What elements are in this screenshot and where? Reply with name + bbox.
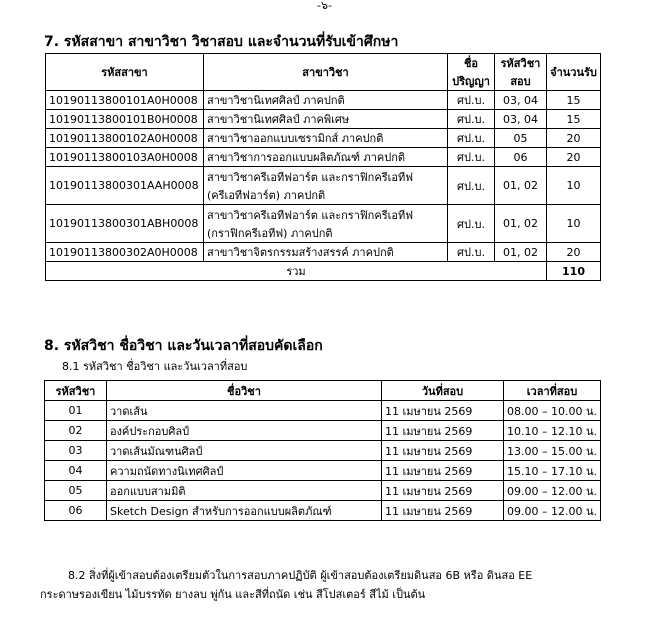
subject-code: 06 bbox=[45, 501, 107, 521]
degree: ศป.บ. bbox=[448, 110, 495, 129]
major-name: สาขาวิชาจิตรกรรมสร้างสรรค์ ภาคปกติ bbox=[204, 243, 448, 262]
exam-date: 11 เมษายน 2569 bbox=[382, 401, 504, 421]
major-code: 10190113800302A0H0008 bbox=[46, 243, 204, 262]
header-exam-date: วันที่สอบ bbox=[382, 381, 504, 401]
exam-time: 09.00 – 12.00 น. bbox=[504, 481, 601, 501]
subject-name: วาดเส้น bbox=[107, 401, 382, 421]
exam-date: 11 เมษายน 2569 bbox=[382, 481, 504, 501]
table-row bbox=[45, 481, 601, 501]
exam-date: 11 เมษายน 2569 bbox=[382, 501, 504, 521]
major-code: 10190113800101A0H0008 bbox=[46, 91, 204, 110]
header-major: สาขาวิชา bbox=[204, 54, 448, 91]
table-row bbox=[46, 148, 601, 167]
exam-date: 11 เมษายน 2569 bbox=[382, 441, 504, 461]
total-value: 110 bbox=[547, 262, 601, 281]
subject-code: 01 bbox=[45, 401, 107, 421]
section-7-heading: 7. รหัสสาขา สาขาวิชา วิชาสอบ และจำนวนที่รับเข้าศึกษา bbox=[44, 34, 399, 50]
page-number: -๖- bbox=[317, 0, 332, 12]
quota: 10 bbox=[547, 205, 601, 243]
header-exam-time: เวลาที่สอบ bbox=[504, 381, 601, 401]
header-quota: จำนวนรับ bbox=[547, 54, 601, 91]
quota: 10 bbox=[547, 167, 601, 205]
quota: 15 bbox=[547, 110, 601, 129]
major-name: สาขาวิชาการออกแบบผลิตภัณฑ์ ภาคปกติ bbox=[204, 148, 448, 167]
subject-name: องค์ประกอบศิลป์ bbox=[107, 421, 382, 441]
total-row bbox=[46, 262, 601, 281]
major-name: สาขาวิชานิเทศศิลป์ ภาคพิเศษ bbox=[204, 110, 448, 129]
header-subject-name: ชื่อวิชา bbox=[107, 381, 382, 401]
subject-name: Sketch Design สำหรับการออกแบบผลิตภัณฑ์ bbox=[107, 501, 382, 521]
exam-schedule-table bbox=[44, 380, 601, 521]
major-name: สาขาวิชานิเทศศิลป์ ภาคปกติ bbox=[204, 91, 448, 110]
exam-time: 13.00 – 15.00 น. bbox=[504, 441, 601, 461]
exam-date: 11 เมษายน 2569 bbox=[382, 421, 504, 441]
header-degree: ชื่อ ปริญญา bbox=[448, 54, 495, 91]
exam-time: 15.10 – 17.10 น. bbox=[504, 461, 601, 481]
subject-code: 05 bbox=[45, 481, 107, 501]
subject-name: ความถนัดทางนิเทศศิลป์ bbox=[107, 461, 382, 481]
table-row bbox=[45, 421, 601, 441]
exam-time: 09.00 – 12.00 น. bbox=[504, 501, 601, 521]
subject-name: วาดเส้นมัณฑนศิลป์ bbox=[107, 441, 382, 461]
degree: ศป.บ. bbox=[448, 243, 495, 262]
major-code: 10190113800103A0H0008 bbox=[46, 148, 204, 167]
subject-codes: 03, 04 bbox=[495, 91, 547, 110]
major-code: 10190113800301ABH0008 bbox=[46, 205, 204, 243]
section-8-1-heading: 8.1 รหัสวิชา ชื่อวิชา และวันเวลาที่สอบ bbox=[62, 360, 248, 373]
table-row bbox=[46, 205, 601, 243]
section-8-2-line-2: กระดาษรองเขียน ไม้บรรทัด ยางลบ พู่กัน และสีที่ถนัด เช่น สีโปสเตอร์ สีไม้ เป็นต้น bbox=[40, 588, 426, 601]
header-subject-code: รหัสวิชา สอบ bbox=[495, 54, 547, 91]
degree: ศป.บ. bbox=[448, 91, 495, 110]
subject-codes: 06 bbox=[495, 148, 547, 167]
major-name: สาขาวิชาออกแบบเซรามิกส์ ภาคปกติ bbox=[204, 129, 448, 148]
subject-name: ออกแบบสามมิติ bbox=[107, 481, 382, 501]
table-row bbox=[45, 461, 601, 481]
table-row bbox=[46, 91, 601, 110]
subject-codes: 05 bbox=[495, 129, 547, 148]
major-code: 10190113800301AAH0008 bbox=[46, 167, 204, 205]
quota: 15 bbox=[547, 91, 601, 110]
major-name: สาขาวิชาครีเอทีฟอาร์ต และกราฟิกครีเอทีฟ (กราฟิกครีเอทีฟ) ภาคปกติ bbox=[204, 205, 448, 243]
subject-codes: 03, 04 bbox=[495, 110, 547, 129]
degree: ศป.บ. bbox=[448, 167, 495, 205]
degree: ศป.บ. bbox=[448, 129, 495, 148]
exam-table-header bbox=[45, 381, 601, 401]
exam-time: 08.00 – 10.00 น. bbox=[504, 401, 601, 421]
table-row bbox=[46, 129, 601, 148]
quota: 20 bbox=[547, 129, 601, 148]
subject-codes: 01, 02 bbox=[495, 243, 547, 262]
section-8-2-paragraph bbox=[40, 566, 610, 604]
majors-table-header bbox=[46, 54, 601, 91]
table-row bbox=[45, 501, 601, 521]
subject-code: 03 bbox=[45, 441, 107, 461]
total-label: รวม bbox=[46, 262, 547, 281]
subject-code: 02 bbox=[45, 421, 107, 441]
subject-codes: 01, 02 bbox=[495, 167, 547, 205]
major-name: สาขาวิชาครีเอทีฟอาร์ต และกราฟิกครีเอทีฟ (ครีเอทีฟอาร์ต) ภาคปกติ bbox=[204, 167, 448, 205]
exam-time: 10.10 – 12.10 น. bbox=[504, 421, 601, 441]
exam-date: 11 เมษายน 2569 bbox=[382, 461, 504, 481]
section-8-heading: 8. รหัสวิชา ชื่อวิชา และวันเวลาที่สอบคัดเลือก bbox=[44, 338, 323, 354]
major-code: 10190113800102A0H0008 bbox=[46, 129, 204, 148]
header-subject-code: รหัสวิชา bbox=[45, 381, 107, 401]
majors-table bbox=[45, 53, 601, 281]
degree: ศป.บ. bbox=[448, 148, 495, 167]
header-major-code: รหัสสาขา bbox=[46, 54, 204, 91]
table-row bbox=[45, 401, 601, 421]
major-code: 10190113800101B0H0008 bbox=[46, 110, 204, 129]
section-8-2-line-1: 8.2 สิ่งที่ผู้เข้าสอบต้องเตรียมตัวในการสอบภาคปฏิบัติ ผู้เข้าสอบต้องเตรียมดินสอ 6B หรือ ดินสอ EE bbox=[68, 569, 533, 582]
table-row bbox=[46, 243, 601, 262]
table-row bbox=[46, 110, 601, 129]
subject-codes: 01, 02 bbox=[495, 205, 547, 243]
table-row bbox=[45, 441, 601, 461]
quota: 20 bbox=[547, 148, 601, 167]
quota: 20 bbox=[547, 243, 601, 262]
subject-code: 04 bbox=[45, 461, 107, 481]
degree: ศป.บ. bbox=[448, 205, 495, 243]
table-row bbox=[46, 167, 601, 205]
